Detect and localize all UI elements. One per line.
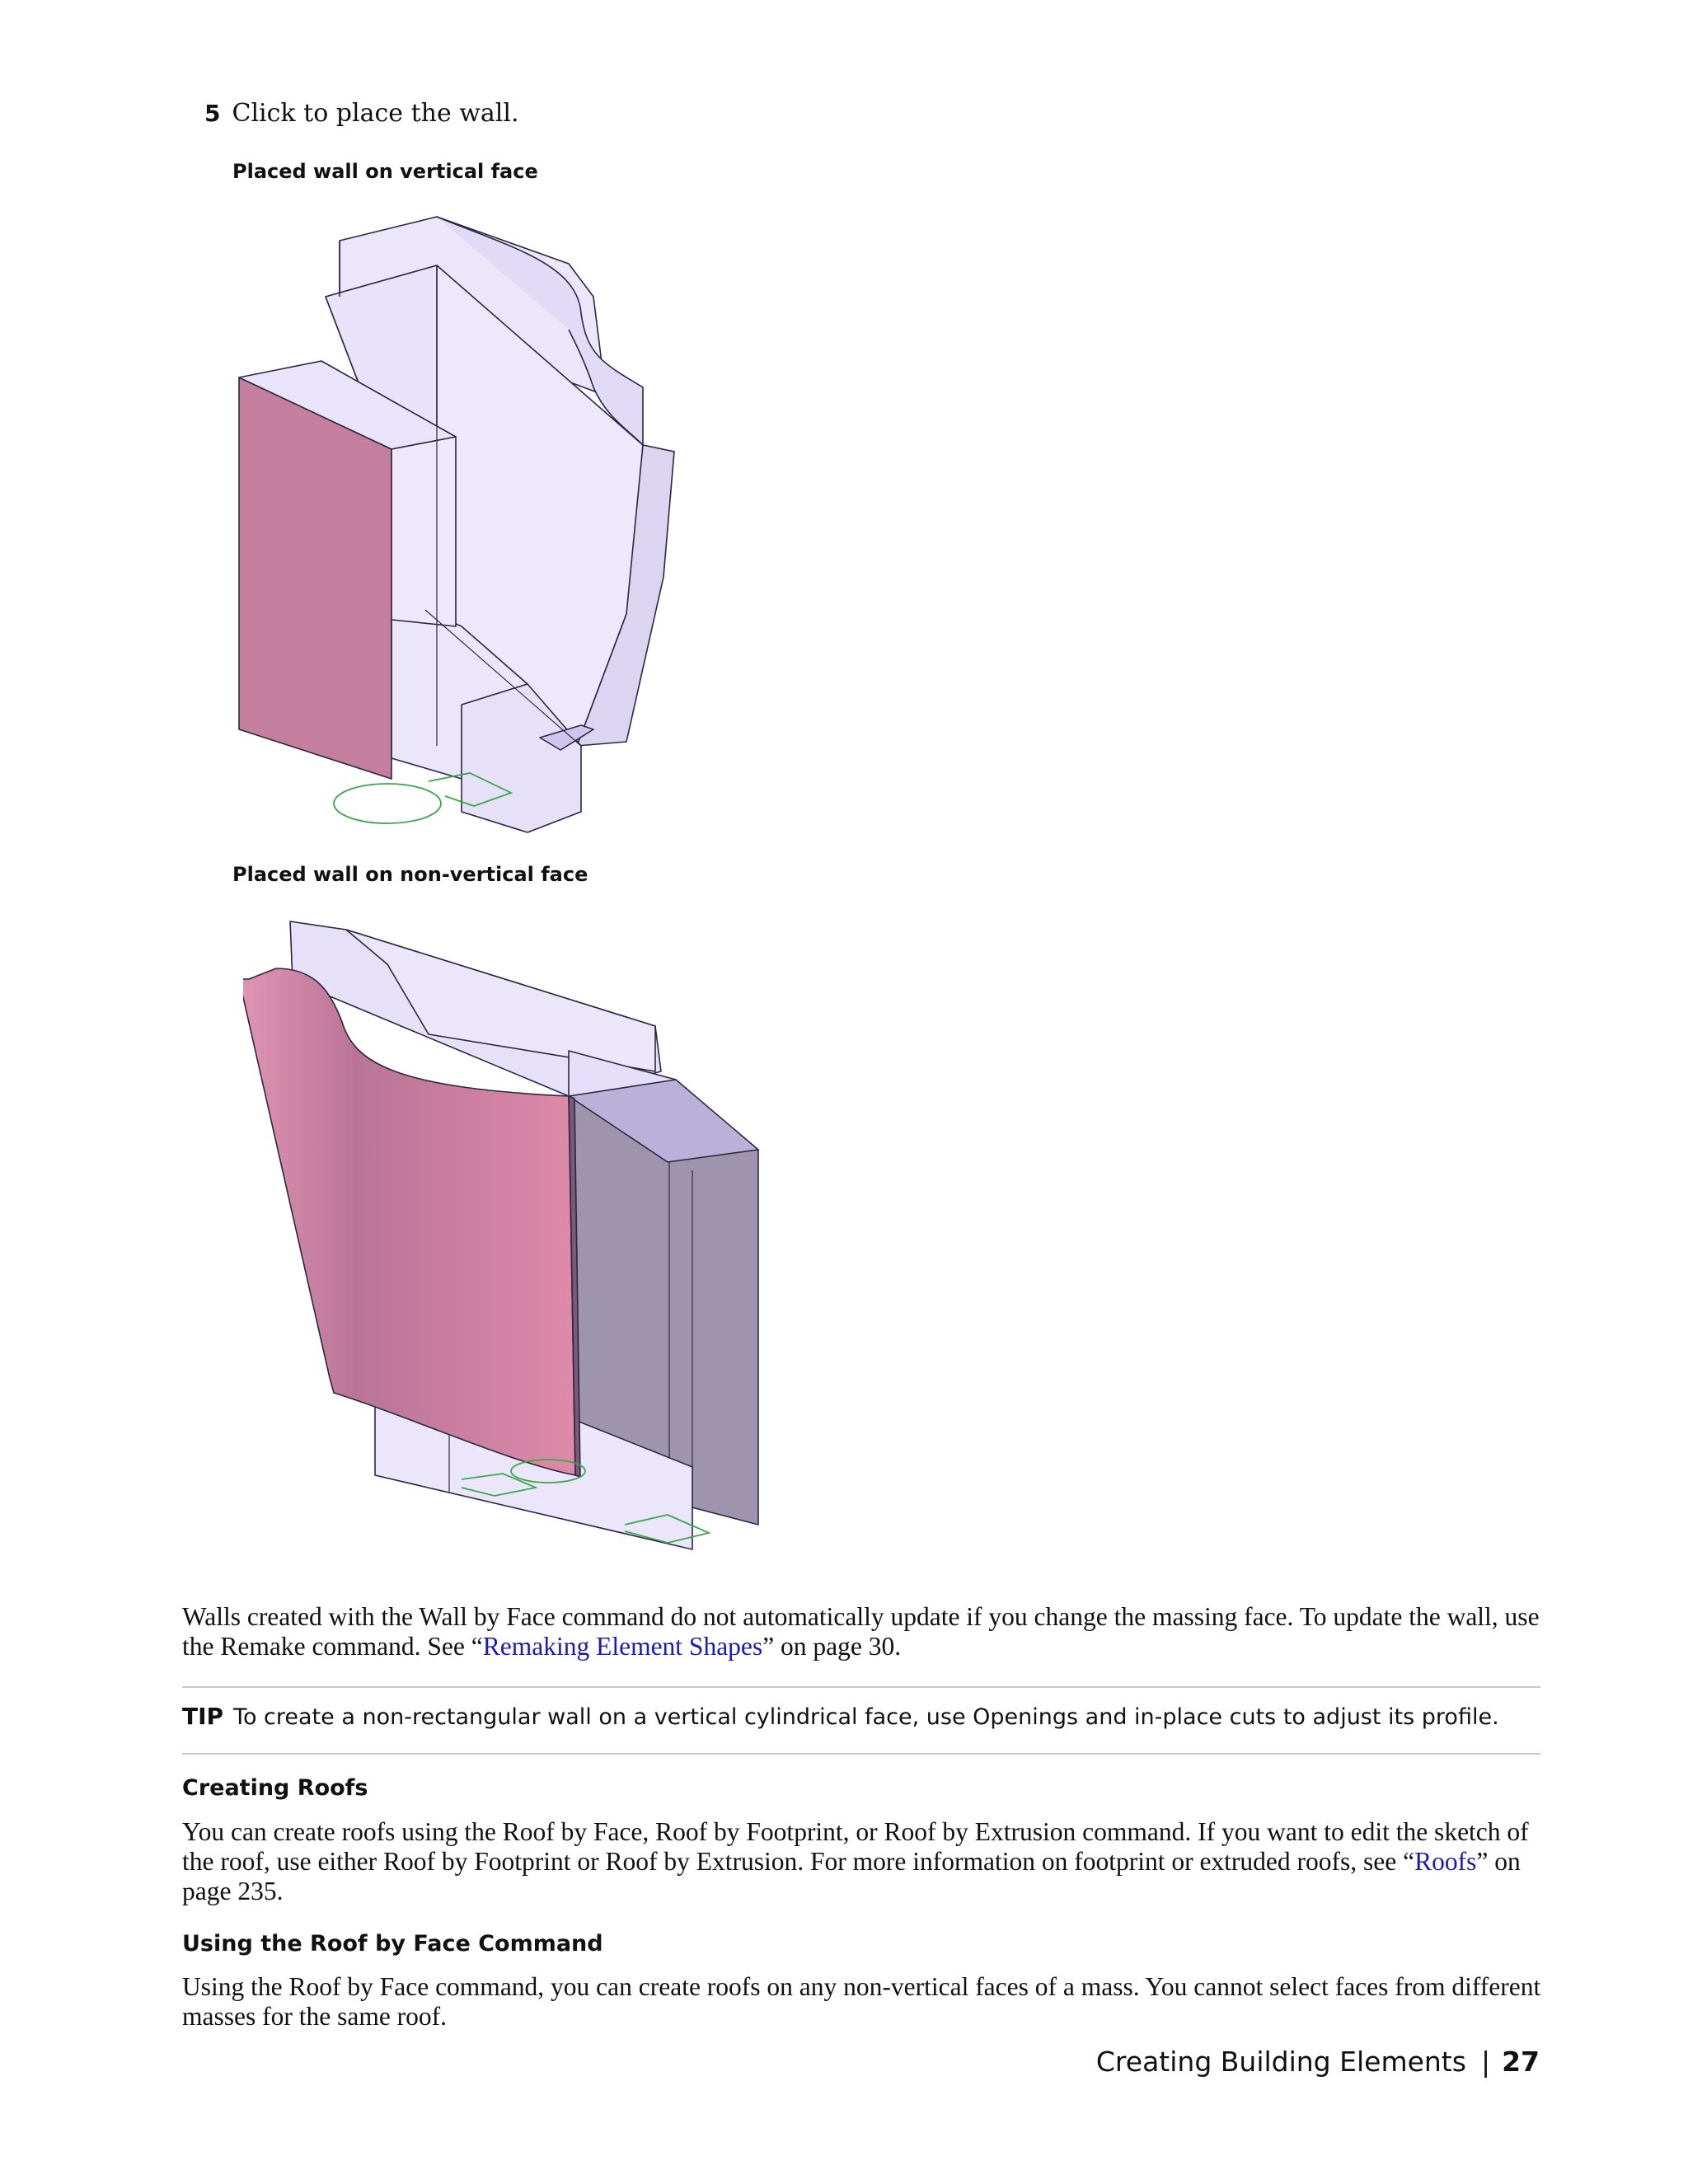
step-5 [204, 99, 519, 128]
heading-roof-by-face: Using the Roof by Face Command [182, 1931, 603, 1957]
footer-separator: | [1480, 2046, 1491, 2078]
step-number: 5 [204, 100, 221, 127]
tip-label: TIP [182, 1703, 224, 1730]
paragraph-text: You can create roofs using the Roof by Face, Roof by Footprint, or Roof by Extrusion command. If you want to edit the sketch of the roof, use either Roof by Footprint or Roof by Extrusion. For more information on footprint or extruded roofs, see “ [182, 1817, 1529, 1876]
heading-creating-roofs: Creating Roofs [182, 1775, 368, 1801]
step-text: Click to place the wall. [232, 99, 519, 128]
tip-box [182, 1703, 1542, 1730]
figure-caption-nonvertical: Placed wall on non-vertical face [232, 863, 588, 886]
paragraph-text: ” on page 30. [762, 1632, 902, 1661]
tip-text: To create a non-rectangular wall on a vertical cylindrical face, use Openings and in-place cuts to adjust its profile. [233, 1704, 1499, 1730]
paragraph-roof-by-face: Using the Roof by Face command, you can create roofs on any non-vertical faces of a mass. You cannot select faces from different masses for the same roof. [182, 1972, 1541, 2031]
paragraph-text: ” on page 235. [182, 1847, 1521, 1905]
footer-title: Creating Building Elements [1095, 2046, 1466, 2078]
paragraph-wall-by-face [182, 1602, 1542, 1661]
page-footer [1096, 2046, 1540, 2078]
link-roofs[interactable]: Roofs [1414, 1847, 1477, 1876]
figure-wall-nonvertical-face [243, 915, 771, 1558]
page-number: 27 [1502, 2046, 1540, 2078]
figure-caption-vertical: Placed wall on vertical face [232, 160, 538, 183]
tip-bottom-rule [182, 1753, 1540, 1755]
tip-top-rule [182, 1686, 1540, 1688]
paragraph-text: Walls created with the Wall by Face command do not automatically update if you change the massing face. To update the wall, use the Remake command. See “ [182, 1602, 1540, 1661]
link-remaking-element-shapes[interactable]: Remaking Element Shapes [482, 1632, 763, 1661]
figure-wall-vertical-face [223, 210, 692, 837]
paragraph-creating-roofs [182, 1817, 1542, 1906]
